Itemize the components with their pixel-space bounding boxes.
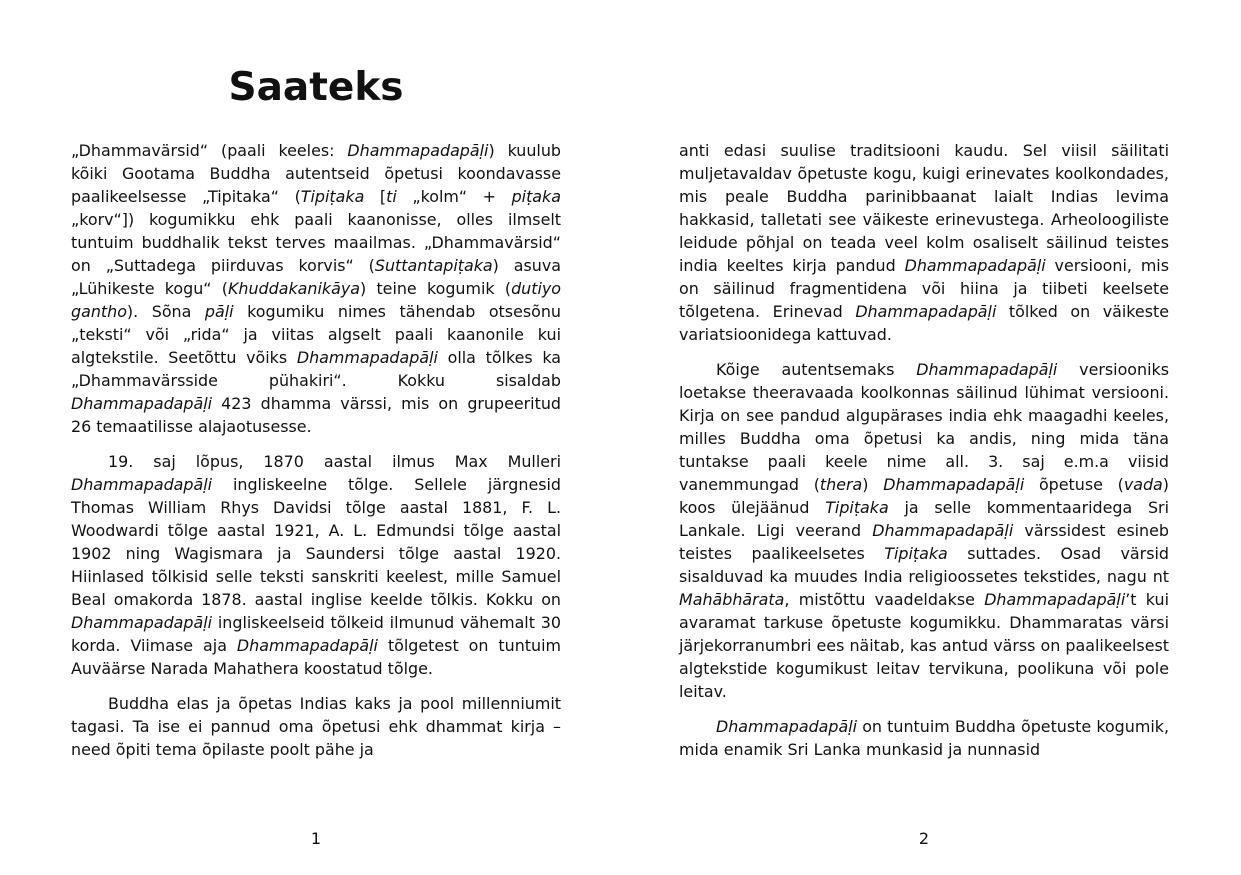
left-page-text	[71, 139, 561, 773]
chapter-title: Saateks	[228, 65, 404, 110]
paragraph: Dhammapadapāḷi on tuntuim Buddha õpetuste kogumik, mida enamik Sri Lanka munkasid ja nunnasid	[679, 717, 1169, 759]
paragraph: „Dhammavärsid“ (paali keeles: Dhammapadapāḷi) kuulub kõiki Gootama Buddha autentseid õpetusi koondavasse paalikeelsesse „Tipitaka“ (Tipiṭaka [ti „kolm“ + piṭaka „korv“]) kogumikku ehk paali kaanonisse, olles ilmselt tuntuim buddhalik tekst terves maailmas. „Dhammavärsid“ on „Suttadega piirduvas korvis“ (Suttantapiṭaka) asuva „Lühikeste kogu“ (Khuddakanikāya) teine kogumik (dutiyo gantho). Sõna pāḷi kogumiku nimes tähendab otsesõnu „teksti“ või „rida“ ja viitas algselt paali kaanonile kui algtekstile. Seetõttu võiks Dhammapadapāḷi olla tõlkes ka „Dhammavärsside pühakiri“. Kokku sisaldab Dhammapadapāḷi 423 dhamma värssi, mis on grupeeritud 26 temaatilisse alajaotusesse.	[71, 141, 562, 436]
paragraph: anti edasi suulise traditsiooni kaudu. Sel viisil säilitati muljetavaldav õpetuste kogu, kuigi erinevates koolkondades, mis peale Buddha parinibbaanat laialt Indias levima hakkasid, talletati see väikeste erinevustega. Arheoloogiliste leidude põhjal on teada veel kolm osaliselt säilinud teistes india keeltes kirja pandud Dhammapadapāḷi versiooni, mis on säilinud fragmentidena või hiina ja tiibeti keelsete tõlgetena. Erinevad Dhammapadapāḷi tõlked on väikeste variatsioonidega kattuvad.	[679, 141, 1169, 344]
right-page	[679, 0, 1169, 875]
paragraph: 19. saj lõpus, 1870 aastal ilmus Max Mulleri Dhammapadapāḷi ingliskeelne tõlge. Sellele järgnesid Thomas William Rhys Davidsi tõlge aastal 1881, F. L. Woodwardi tõlge aastal 1921, A. L. Edmundsi tõlge aastal 1902 ning Wagismara ja Saundersi tõlge aastal 1920. Hiinlased tõlkisid selle teksti sanskriti keelest, mille Samuel Beal omakorda 1878. aastal inglise keelde tõlkis. Kokku on Dhammapadapāḷi ingliskeelseid tõlkeid ilmunud vähemalt 30 korda. Viimase aja Dhammapadapāḷi tõlgetest on tuntuim Auväärse Narada Mahathera koostatud tõlge.	[71, 452, 561, 678]
right-page-text	[679, 139, 1169, 773]
paragraph: Kõige autentsemaks Dhammapadapāḷi versiooniks loetakse theeravaada koolkonnas säilinud lühimat versiooni. Kirja on see pandud algupärases india ehk maagadhi keeles, milles Buddha oma õpetusi ka andis, ning mida täna tuntakse paali keele nime all. 3. saj e.m.a viisid vanemmungad (thera) Dhammapadapāḷi õpetuse (vada) koos ülejäänud Tipiṭaka ja selle kommentaaridega Sri Lankale. Ligi veerand Dhammapadapāḷi värssidest esineb teistes paalikeelsetes Tipiṭaka suttades. Osad värsid sisalduvad ka muudes India religioossetes tekstides, nagu nt Mahābhārata, mistõttu vaadeldakse Dhammapadapāḷi’t kui avaramat tarkuse õpetuste kogumikku. Dhammaratas värsi järjekorranumbri ees näitab, kas antud värss on paalikeelsest algtekstide kogumikust leitav tervikuna, poolikuna või pole leitav.	[679, 360, 1170, 701]
page-number: 2	[918, 829, 930, 848]
paragraph: Buddha elas ja õpetas Indias kaks ja pool millenniumit tagasi. Ta ise ei pannud oma õpetusi ehk dhammat kirja – need õpiti tema õpilaste poolt pähe ja	[71, 694, 561, 759]
page-number: 1	[310, 829, 322, 848]
left-page	[71, 0, 561, 875]
